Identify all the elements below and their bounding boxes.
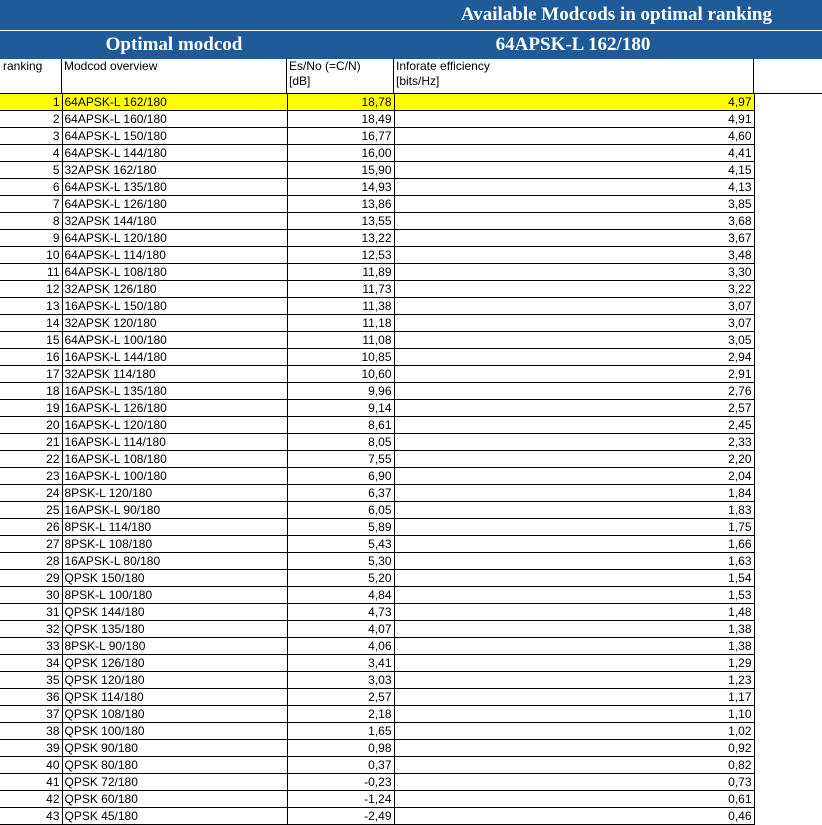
modcod-cell[interactable]: 8PSK-L 90/180 xyxy=(62,638,287,655)
rank-cell[interactable]: 35 xyxy=(0,672,62,689)
rank-cell[interactable]: 15 xyxy=(0,332,62,349)
efficiency-cell[interactable]: 4,15 xyxy=(394,162,754,179)
modcod-cell[interactable]: 16APSK-L 126/180 xyxy=(62,400,287,417)
esno-cell[interactable]: 10,85 xyxy=(287,349,394,366)
modcod-cell[interactable]: 16APSK-L 100/180 xyxy=(62,468,287,485)
esno-cell[interactable]: 0,37 xyxy=(287,757,394,774)
efficiency-cell[interactable]: 2,45 xyxy=(394,417,754,434)
esno-cell[interactable]: -1,24 xyxy=(287,791,394,808)
table-row[interactable] xyxy=(0,145,754,162)
modcod-cell[interactable]: 16APSK-L 120/180 xyxy=(62,417,287,434)
rank-cell[interactable]: 34 xyxy=(0,655,62,672)
rank-cell[interactable]: 27 xyxy=(0,536,62,553)
table-row[interactable] xyxy=(0,162,754,179)
rank-cell[interactable]: 9 xyxy=(0,230,62,247)
table-row[interactable] xyxy=(0,213,754,230)
esno-cell[interactable]: 11,73 xyxy=(287,281,394,298)
rank-cell[interactable]: 4 xyxy=(0,145,62,162)
col-efficiency-header[interactable] xyxy=(396,59,746,93)
table-row[interactable] xyxy=(0,502,754,519)
efficiency-cell[interactable]: 0,82 xyxy=(394,757,754,774)
rank-cell[interactable]: 41 xyxy=(0,774,62,791)
modcod-cell[interactable]: 16APSK-L 135/180 xyxy=(62,383,287,400)
modcod-cell[interactable]: 64APSK-L 162/180 xyxy=(62,94,287,111)
rank-cell[interactable]: 3 xyxy=(0,128,62,145)
rank-cell[interactable]: 31 xyxy=(0,604,62,621)
efficiency-cell[interactable]: 0,73 xyxy=(394,774,754,791)
esno-cell[interactable]: -0,23 xyxy=(287,774,394,791)
modcod-cell[interactable]: 16APSK-L 144/180 xyxy=(62,349,287,366)
efficiency-cell[interactable]: 2,20 xyxy=(394,451,754,468)
efficiency-cell[interactable]: 4,41 xyxy=(394,145,754,162)
modcod-cell[interactable]: QPSK 108/180 xyxy=(62,706,287,723)
table-row[interactable] xyxy=(0,604,754,621)
efficiency-cell[interactable]: 3,30 xyxy=(394,264,754,281)
modcod-cell[interactable]: QPSK 90/180 xyxy=(62,740,287,757)
modcod-cell[interactable]: QPSK 150/180 xyxy=(62,570,287,587)
rank-cell[interactable]: 23 xyxy=(0,468,62,485)
optimal-banner xyxy=(0,31,822,59)
efficiency-cell[interactable]: 3,85 xyxy=(394,196,754,213)
table-row[interactable] xyxy=(0,740,754,757)
optimal-value: 64APSK-L 162/180 xyxy=(495,34,651,55)
modcod-cell[interactable]: 64APSK-L 108/180 xyxy=(62,264,287,281)
rank-cell[interactable]: 7 xyxy=(0,196,62,213)
table-row[interactable] xyxy=(0,230,754,247)
table-row[interactable] xyxy=(0,451,754,468)
rank-cell[interactable]: 17 xyxy=(0,366,62,383)
modcod-cell[interactable]: 16APSK-L 90/180 xyxy=(62,502,287,519)
table-row[interactable] xyxy=(0,468,754,485)
table-row[interactable] xyxy=(0,519,754,536)
table-row[interactable] xyxy=(0,349,754,366)
rank-cell[interactable]: 24 xyxy=(0,485,62,502)
efficiency-cell[interactable]: 1,10 xyxy=(394,706,754,723)
modcod-cell[interactable]: 64APSK-L 160/180 xyxy=(62,111,287,128)
efficiency-cell[interactable]: 1,75 xyxy=(394,519,754,536)
rank-cell[interactable]: 1 xyxy=(0,94,62,111)
modcod-cell[interactable]: QPSK 72/180 xyxy=(62,774,287,791)
table-row[interactable] xyxy=(0,366,754,383)
page-title: Available Modcods in optimal ranking xyxy=(460,4,772,25)
col-modcod-label: Modcod overview xyxy=(64,59,158,73)
table-row[interactable] xyxy=(0,655,754,672)
table-row[interactable] xyxy=(0,111,754,128)
efficiency-cell[interactable]: 0,46 xyxy=(394,808,754,825)
modcod-cell[interactable]: 16APSK-L 80/180 xyxy=(62,553,287,570)
efficiency-cell[interactable]: 1,23 xyxy=(394,672,754,689)
rank-cell[interactable]: 21 xyxy=(0,434,62,451)
modcod-cell[interactable]: 64APSK-L 126/180 xyxy=(62,196,287,213)
table-row[interactable] xyxy=(0,247,754,264)
esno-cell[interactable]: 5,89 xyxy=(287,519,394,536)
rank-cell[interactable]: 14 xyxy=(0,315,62,332)
modcod-cell[interactable]: 64APSK-L 150/180 xyxy=(62,128,287,145)
esno-cell[interactable]: 2,57 xyxy=(287,689,394,706)
efficiency-cell[interactable]: 3,07 xyxy=(394,298,754,315)
table-row[interactable] xyxy=(0,570,754,587)
efficiency-cell[interactable]: 3,05 xyxy=(394,332,754,349)
rank-cell[interactable]: 5 xyxy=(0,162,62,179)
rank-cell[interactable]: 13 xyxy=(0,298,62,315)
efficiency-cell[interactable]: 2,91 xyxy=(394,366,754,383)
efficiency-cell[interactable]: 1,29 xyxy=(394,655,754,672)
efficiency-cell[interactable]: 1,02 xyxy=(394,723,754,740)
col-esno-label: Es/No (=C/N) xyxy=(289,59,361,73)
esno-cell[interactable]: 14,93 xyxy=(287,179,394,196)
table-row[interactable] xyxy=(0,434,754,451)
table-row[interactable] xyxy=(0,553,754,570)
modcod-cell[interactable]: 8PSK-L 120/180 xyxy=(62,485,287,502)
esno-cell[interactable]: 16,77 xyxy=(287,128,394,145)
efficiency-cell[interactable]: 2,04 xyxy=(394,468,754,485)
table-row[interactable] xyxy=(0,332,754,349)
modcod-cell[interactable]: 64APSK-L 120/180 xyxy=(62,230,287,247)
esno-cell[interactable]: 15,90 xyxy=(287,162,394,179)
esno-cell[interactable]: 6,90 xyxy=(287,468,394,485)
rank-cell[interactable]: 38 xyxy=(0,723,62,740)
esno-cell[interactable]: 11,08 xyxy=(287,332,394,349)
table-row[interactable] xyxy=(0,621,754,638)
esno-cell[interactable]: 10,60 xyxy=(287,366,394,383)
table-row[interactable] xyxy=(0,281,754,298)
table-row[interactable] xyxy=(0,689,754,706)
modcod-cell[interactable]: QPSK 135/180 xyxy=(62,621,287,638)
table-row[interactable] xyxy=(0,808,754,825)
table-row[interactable] xyxy=(0,400,754,417)
esno-cell[interactable]: 13,86 xyxy=(287,196,394,213)
modcod-cell[interactable]: 32APSK 162/180 xyxy=(62,162,287,179)
efficiency-cell[interactable]: 1,53 xyxy=(394,587,754,604)
rank-cell[interactable]: 19 xyxy=(0,400,62,417)
col-esno-header[interactable] xyxy=(289,59,389,93)
table-row[interactable] xyxy=(0,706,754,723)
efficiency-cell[interactable]: 3,07 xyxy=(394,315,754,332)
rank-cell[interactable]: 30 xyxy=(0,587,62,604)
esno-cell[interactable]: 8,61 xyxy=(287,417,394,434)
efficiency-cell[interactable]: 2,76 xyxy=(394,383,754,400)
rank-cell[interactable]: 18 xyxy=(0,383,62,400)
table-row[interactable] xyxy=(0,757,754,774)
rank-cell[interactable]: 6 xyxy=(0,179,62,196)
modcod-cell[interactable]: QPSK 114/180 xyxy=(62,689,287,706)
title-banner xyxy=(0,0,822,30)
esno-cell[interactable]: 5,20 xyxy=(287,570,394,587)
table-row[interactable] xyxy=(0,196,754,213)
efficiency-cell[interactable]: 2,94 xyxy=(394,349,754,366)
rank-cell[interactable]: 26 xyxy=(0,519,62,536)
esno-cell[interactable]: 4,73 xyxy=(287,604,394,621)
esno-cell[interactable]: 7,55 xyxy=(287,451,394,468)
column-header-row xyxy=(0,59,822,94)
rank-cell[interactable]: 10 xyxy=(0,247,62,264)
rank-cell[interactable]: 32 xyxy=(0,621,62,638)
esno-cell[interactable]: 4,07 xyxy=(287,621,394,638)
table-row[interactable] xyxy=(0,536,754,553)
efficiency-cell[interactable]: 0,61 xyxy=(394,791,754,808)
efficiency-cell[interactable]: 1,54 xyxy=(394,570,754,587)
modcod-cell[interactable]: QPSK 120/180 xyxy=(62,672,287,689)
table-row[interactable] xyxy=(0,94,754,111)
rank-cell[interactable]: 42 xyxy=(0,791,62,808)
modcod-cell[interactable]: 8PSK-L 100/180 xyxy=(62,587,287,604)
col-ranking-header[interactable] xyxy=(3,59,59,93)
table-row[interactable] xyxy=(0,723,754,740)
esno-cell[interactable]: 1,65 xyxy=(287,723,394,740)
table-row[interactable] xyxy=(0,791,754,808)
table-row[interactable] xyxy=(0,672,754,689)
efficiency-cell[interactable]: 1,48 xyxy=(394,604,754,621)
efficiency-cell[interactable]: 1,38 xyxy=(394,621,754,638)
modcod-cell[interactable]: 64APSK-L 100/180 xyxy=(62,332,287,349)
efficiency-cell[interactable]: 3,68 xyxy=(394,213,754,230)
efficiency-cell[interactable]: 1,17 xyxy=(394,689,754,706)
table-row[interactable] xyxy=(0,315,754,332)
esno-cell[interactable]: 5,30 xyxy=(287,553,394,570)
col-divider xyxy=(393,59,394,94)
modcod-cell[interactable]: 64APSK-L 114/180 xyxy=(62,247,287,264)
esno-cell[interactable]: 11,38 xyxy=(287,298,394,315)
col-efficiency-unit: [bits/Hz] xyxy=(396,74,440,88)
efficiency-cell[interactable]: 0,92 xyxy=(394,740,754,757)
table-row[interactable] xyxy=(0,774,754,791)
table-row[interactable] xyxy=(0,638,754,655)
modcod-table xyxy=(0,94,755,825)
rank-cell[interactable]: 22 xyxy=(0,451,62,468)
rank-cell[interactable]: 28 xyxy=(0,553,62,570)
esno-cell[interactable]: 6,05 xyxy=(287,502,394,519)
modcod-cell[interactable]: QPSK 126/180 xyxy=(62,655,287,672)
rank-cell[interactable]: 36 xyxy=(0,689,62,706)
rank-cell[interactable]: 25 xyxy=(0,502,62,519)
efficiency-cell[interactable]: 4,60 xyxy=(394,128,754,145)
esno-cell[interactable]: 13,22 xyxy=(287,230,394,247)
modcod-cell[interactable]: 16APSK-L 150/180 xyxy=(62,298,287,315)
rank-cell[interactable]: 12 xyxy=(0,281,62,298)
esno-cell[interactable]: 3,03 xyxy=(287,672,394,689)
efficiency-cell[interactable]: 4,13 xyxy=(394,179,754,196)
modcod-cell[interactable]: 32APSK 120/180 xyxy=(62,315,287,332)
esno-cell[interactable]: 4,84 xyxy=(287,587,394,604)
rank-cell[interactable]: 33 xyxy=(0,638,62,655)
esno-cell[interactable]: 9,14 xyxy=(287,400,394,417)
efficiency-cell[interactable]: 4,97 xyxy=(394,94,754,111)
table-row[interactable] xyxy=(0,383,754,400)
esno-cell[interactable]: 9,96 xyxy=(287,383,394,400)
modcod-cell[interactable]: 64APSK-L 135/180 xyxy=(62,179,287,196)
rank-cell[interactable]: 43 xyxy=(0,808,62,825)
esno-cell[interactable]: 13,55 xyxy=(287,213,394,230)
efficiency-cell[interactable]: 1,63 xyxy=(394,553,754,570)
rank-cell[interactable]: 2 xyxy=(0,111,62,128)
esno-cell[interactable]: 11,18 xyxy=(287,315,394,332)
esno-cell[interactable]: 6,37 xyxy=(287,485,394,502)
modcod-cell[interactable]: 8PSK-L 108/180 xyxy=(62,536,287,553)
rank-cell[interactable]: 8 xyxy=(0,213,62,230)
modcod-cell[interactable]: 64APSK-L 144/180 xyxy=(62,145,287,162)
table-row[interactable] xyxy=(0,179,754,196)
table-row[interactable] xyxy=(0,417,754,434)
esno-cell[interactable]: 18,49 xyxy=(287,111,394,128)
efficiency-cell[interactable]: 3,48 xyxy=(394,247,754,264)
efficiency-cell[interactable]: 1,66 xyxy=(394,536,754,553)
esno-cell[interactable]: 16,00 xyxy=(287,145,394,162)
efficiency-cell[interactable]: 4,91 xyxy=(394,111,754,128)
esno-cell[interactable]: -2,49 xyxy=(287,808,394,825)
rank-cell[interactable]: 11 xyxy=(0,264,62,281)
esno-cell[interactable]: 0,98 xyxy=(287,740,394,757)
col-divider xyxy=(753,59,754,94)
col-efficiency-label: Inforate efficiency xyxy=(396,59,490,73)
col-modcod-header[interactable] xyxy=(64,59,284,93)
esno-cell[interactable]: 11,89 xyxy=(287,264,394,281)
esno-cell[interactable]: 4,06 xyxy=(287,638,394,655)
esno-cell[interactable]: 5,43 xyxy=(287,536,394,553)
col-divider xyxy=(61,59,62,94)
rank-cell[interactable]: 39 xyxy=(0,740,62,757)
efficiency-cell[interactable]: 1,83 xyxy=(394,502,754,519)
modcod-cell[interactable]: QPSK 100/180 xyxy=(62,723,287,740)
modcod-cell[interactable]: QPSK 45/180 xyxy=(62,808,287,825)
efficiency-cell[interactable]: 2,57 xyxy=(394,400,754,417)
modcod-cell[interactable]: 16APSK-L 108/180 xyxy=(62,451,287,468)
rank-cell[interactable]: 40 xyxy=(0,757,62,774)
efficiency-cell[interactable]: 1,38 xyxy=(394,638,754,655)
modcod-cell[interactable]: QPSK 80/180 xyxy=(62,757,287,774)
esno-cell[interactable]: 12,53 xyxy=(287,247,394,264)
table-row[interactable] xyxy=(0,128,754,145)
modcod-cell[interactable]: 8PSK-L 114/180 xyxy=(62,519,287,536)
modcod-cell[interactable]: 32APSK 126/180 xyxy=(62,281,287,298)
col-esno-unit: [dB] xyxy=(289,74,311,88)
table-row[interactable] xyxy=(0,485,754,502)
modcod-cell[interactable]: QPSK 144/180 xyxy=(62,604,287,621)
table-row[interactable] xyxy=(0,587,754,604)
modcod-cell[interactable]: 16APSK-L 114/180 xyxy=(62,434,287,451)
table-row[interactable] xyxy=(0,264,754,281)
efficiency-cell[interactable]: 1,84 xyxy=(394,485,754,502)
col-ranking-label: ranking xyxy=(3,59,43,73)
modcod-cell[interactable]: 32APSK 114/180 xyxy=(62,366,287,383)
rank-cell[interactable]: 37 xyxy=(0,706,62,723)
rank-cell[interactable]: 29 xyxy=(0,570,62,587)
modcod-cell[interactable]: QPSK 60/180 xyxy=(62,791,287,808)
esno-cell[interactable]: 18,78 xyxy=(287,94,394,111)
esno-cell[interactable]: 3,41 xyxy=(287,655,394,672)
efficiency-cell[interactable]: 3,67 xyxy=(394,230,754,247)
rank-cell[interactable]: 20 xyxy=(0,417,62,434)
efficiency-cell[interactable]: 3,22 xyxy=(394,281,754,298)
optimal-label: Optimal modcod xyxy=(105,34,243,55)
efficiency-cell[interactable]: 2,33 xyxy=(394,434,754,451)
rank-cell[interactable]: 16 xyxy=(0,349,62,366)
col-divider xyxy=(286,59,287,94)
modcod-cell[interactable]: 32APSK 144/180 xyxy=(62,213,287,230)
esno-cell[interactable]: 2,18 xyxy=(287,706,394,723)
esno-cell[interactable]: 8,05 xyxy=(287,434,394,451)
table-row[interactable] xyxy=(0,298,754,315)
